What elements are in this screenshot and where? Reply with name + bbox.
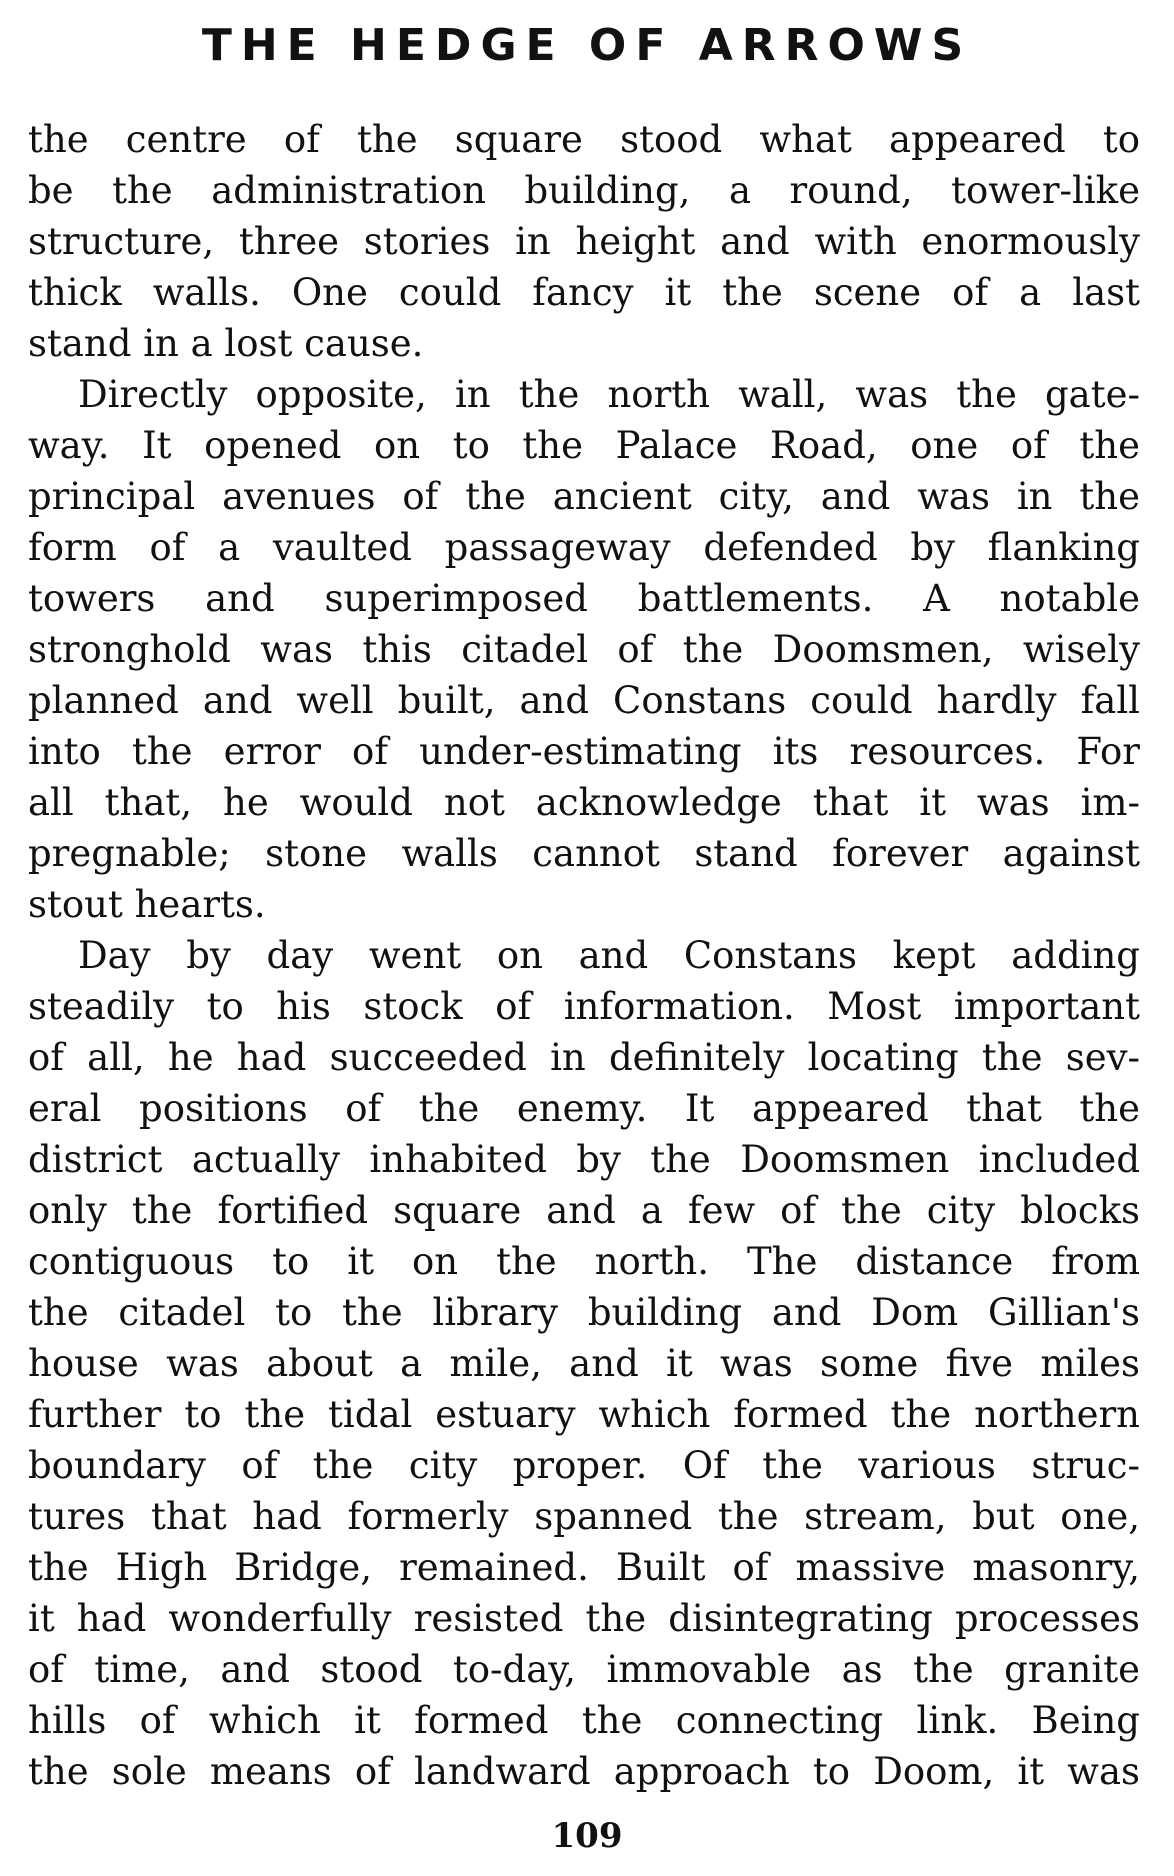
text-line: be the administration building, a round, tower-like <box>28 169 1140 212</box>
text-line: of time, and stood to-day, immovable as the granite <box>28 1648 1140 1691</box>
text-line: form of a vaulted passageway defended by flanking <box>28 526 1140 569</box>
text-line: the sole means of landward approach to Doom, it was <box>28 1750 1140 1793</box>
paragraph <box>28 930 1140 1797</box>
text-line: stand in a lost cause. <box>28 322 424 365</box>
text-line: principal avenues of the ancient city, and was in the <box>28 475 1140 518</box>
text-line: pregnable; stone walls cannot stand forever against <box>28 832 1140 875</box>
text-line: of all, he had succeeded in definitely locating the sev- <box>28 1036 1140 1079</box>
text-line: steadily to his stock of information. Most important <box>28 985 1140 1028</box>
text-line: towers and superimposed battlements. A notable <box>28 577 1140 620</box>
text-line: stout hearts. <box>28 883 266 926</box>
text-line: all that, he would not acknowledge that it was im- <box>28 781 1140 824</box>
text-line: structure, three stories in height and with enormously <box>28 220 1140 263</box>
text-line: planned and well built, and Constans could hardly fall <box>28 679 1140 722</box>
paragraph <box>28 369 1140 930</box>
text-line: the centre of the square stood what appeared to <box>28 118 1140 161</box>
text-line: the High Bridge, remained. Built of massive masonry, <box>28 1546 1140 1589</box>
text-line: into the error of under-estimating its resources. For <box>28 730 1140 773</box>
page-number: 109 <box>551 1816 623 1856</box>
text-line: Day by day went on and Constans kept adding <box>78 934 1140 977</box>
text-line: further to the tidal estuary which formed the northern <box>28 1393 1140 1436</box>
text-line: Directly opposite, in the north wall, was the gate- <box>78 373 1140 416</box>
text-line: boundary of the city proper. Of the various struc- <box>28 1444 1140 1487</box>
text-line: it had wonderfully resisted the disintegrating processes <box>28 1597 1140 1640</box>
text-line: tures that had formerly spanned the stream, but one, <box>28 1495 1140 1538</box>
body-text <box>28 114 1140 1797</box>
text-line: hills of which it formed the connecting link. Being <box>28 1699 1140 1742</box>
paragraph <box>28 114 1140 369</box>
text-line: district actually inhabited by the Doomsmen included <box>28 1138 1140 1181</box>
text-line: eral positions of the enemy. It appeared that the <box>28 1087 1140 1130</box>
text-line: stronghold was this citadel of the Doomsmen, wisely <box>28 628 1140 671</box>
text-line: only the fortified square and a few of the city blocks <box>28 1189 1140 1232</box>
running-head-title: THE HEDGE OF ARROWS <box>201 20 973 71</box>
text-line: house was about a mile, and it was some five miles <box>28 1342 1140 1385</box>
text-line: contiguous to it on the north. The distance from <box>28 1240 1140 1283</box>
text-line: the citadel to the library building and Dom Gillian's <box>28 1291 1140 1334</box>
text-line: way. It opened on to the Palace Road, one of the <box>28 424 1140 467</box>
text-line: thick walls. One could fancy it the scene of a last <box>28 271 1140 314</box>
